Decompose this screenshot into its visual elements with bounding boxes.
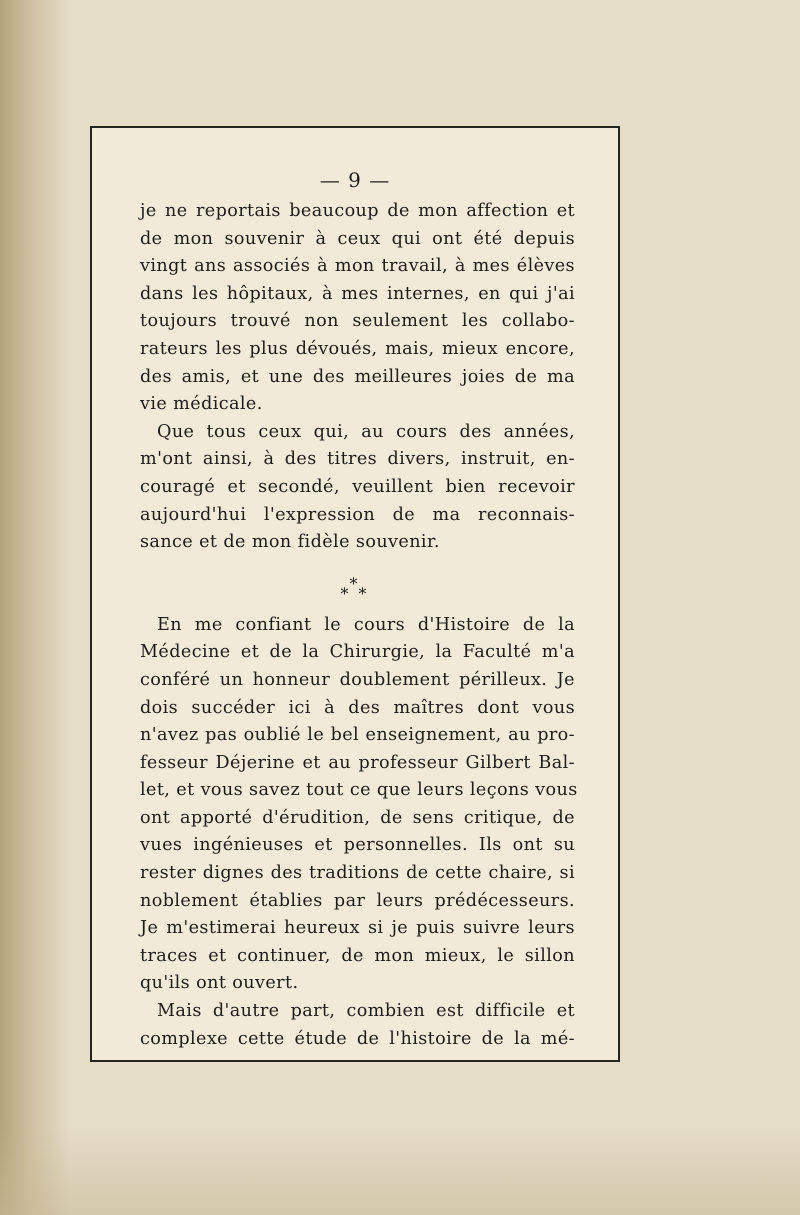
text-line: complexe cette étude de l'histoire de la mé-: [140, 1028, 575, 1049]
text-line: de mon souvenir à ceux qui ont été depuis: [140, 228, 575, 249]
text-line: vues ingénieuses et personnelles. Ils ont su: [140, 835, 575, 856]
text-line: Je m'estimerai heureux si je puis suivre leurs: [140, 918, 575, 939]
paragraph-1: [140, 198, 575, 419]
asterism-separator: [140, 557, 575, 612]
text-line: Que tous ceux qui, au cours des années,: [157, 421, 575, 442]
text-line: Mais d'autre part, combien est difficile et: [157, 1001, 575, 1022]
text-line: rester dignes des traditions de cette chaire, si: [140, 863, 575, 884]
text-line: Médecine et de la Chirurgie, la Faculté m'a: [140, 642, 575, 663]
text-line: sance et de mon fidèle souvenir.: [140, 532, 440, 553]
text-line: je ne reportais beaucoup de mon affection et: [140, 201, 575, 221]
text-line: dois succéder ici à des maîtres dont vous: [140, 697, 575, 718]
text-line: ont apporté d'érudition, de sens critique, de: [140, 807, 575, 828]
body-text: [140, 198, 578, 1053]
text-line: vie médicale.: [140, 394, 263, 415]
scan-bottom-shadow: [0, 1125, 800, 1215]
text-line: conféré un honneur doublement périlleux. Je: [140, 669, 575, 690]
paragraph-2: [140, 419, 575, 557]
text-line: traces et continuer, de mon mieux, le sillon: [140, 945, 575, 966]
text-line: n'avez pas oublié le bel enseignement, au pro-: [140, 725, 575, 746]
text-line: qu'ils ont ouvert.: [140, 973, 299, 994]
asterism-star: ∗: [339, 580, 351, 600]
text-line: En me confiant le cours d'Histoire de la: [157, 614, 575, 635]
text-line: aujourd'hui l'expression de ma reconnais-: [140, 504, 575, 525]
text-line: noblement établies par leurs prédécesseurs.: [140, 890, 575, 911]
text-line: des amis, et une des meilleures joies de ma: [140, 366, 575, 387]
asterism-star: ∗: [348, 570, 360, 590]
text-line: couragé et secondé, veuillent bien recevoir: [140, 476, 575, 497]
asterism-star: ∗: [357, 580, 369, 600]
page-number: — 9 —: [319, 168, 391, 192]
paragraph-3: [140, 612, 578, 998]
text-line: let, et vous savez tout ce que leurs leçons vous: [140, 780, 578, 801]
text-line: dans les hôpitaux, à mes internes, en qui j'ai: [140, 283, 575, 304]
text-line: m'ont ainsi, à des titres divers, instruit, en-: [140, 449, 575, 470]
page-frame: [90, 126, 620, 1062]
scan-edge-shadow: [0, 0, 70, 1215]
text-line: vingt ans associés à mon travail, à mes élèves: [140, 256, 575, 277]
text-line: toujours trouvé non seulement les collabo-: [140, 311, 575, 332]
text-line: rateurs les plus dévoués, mais, mieux encore,: [140, 338, 575, 359]
text-line: fesseur Déjerine et au professeur Gilbert Bal-: [140, 752, 575, 773]
paragraph-4: [140, 998, 575, 1053]
